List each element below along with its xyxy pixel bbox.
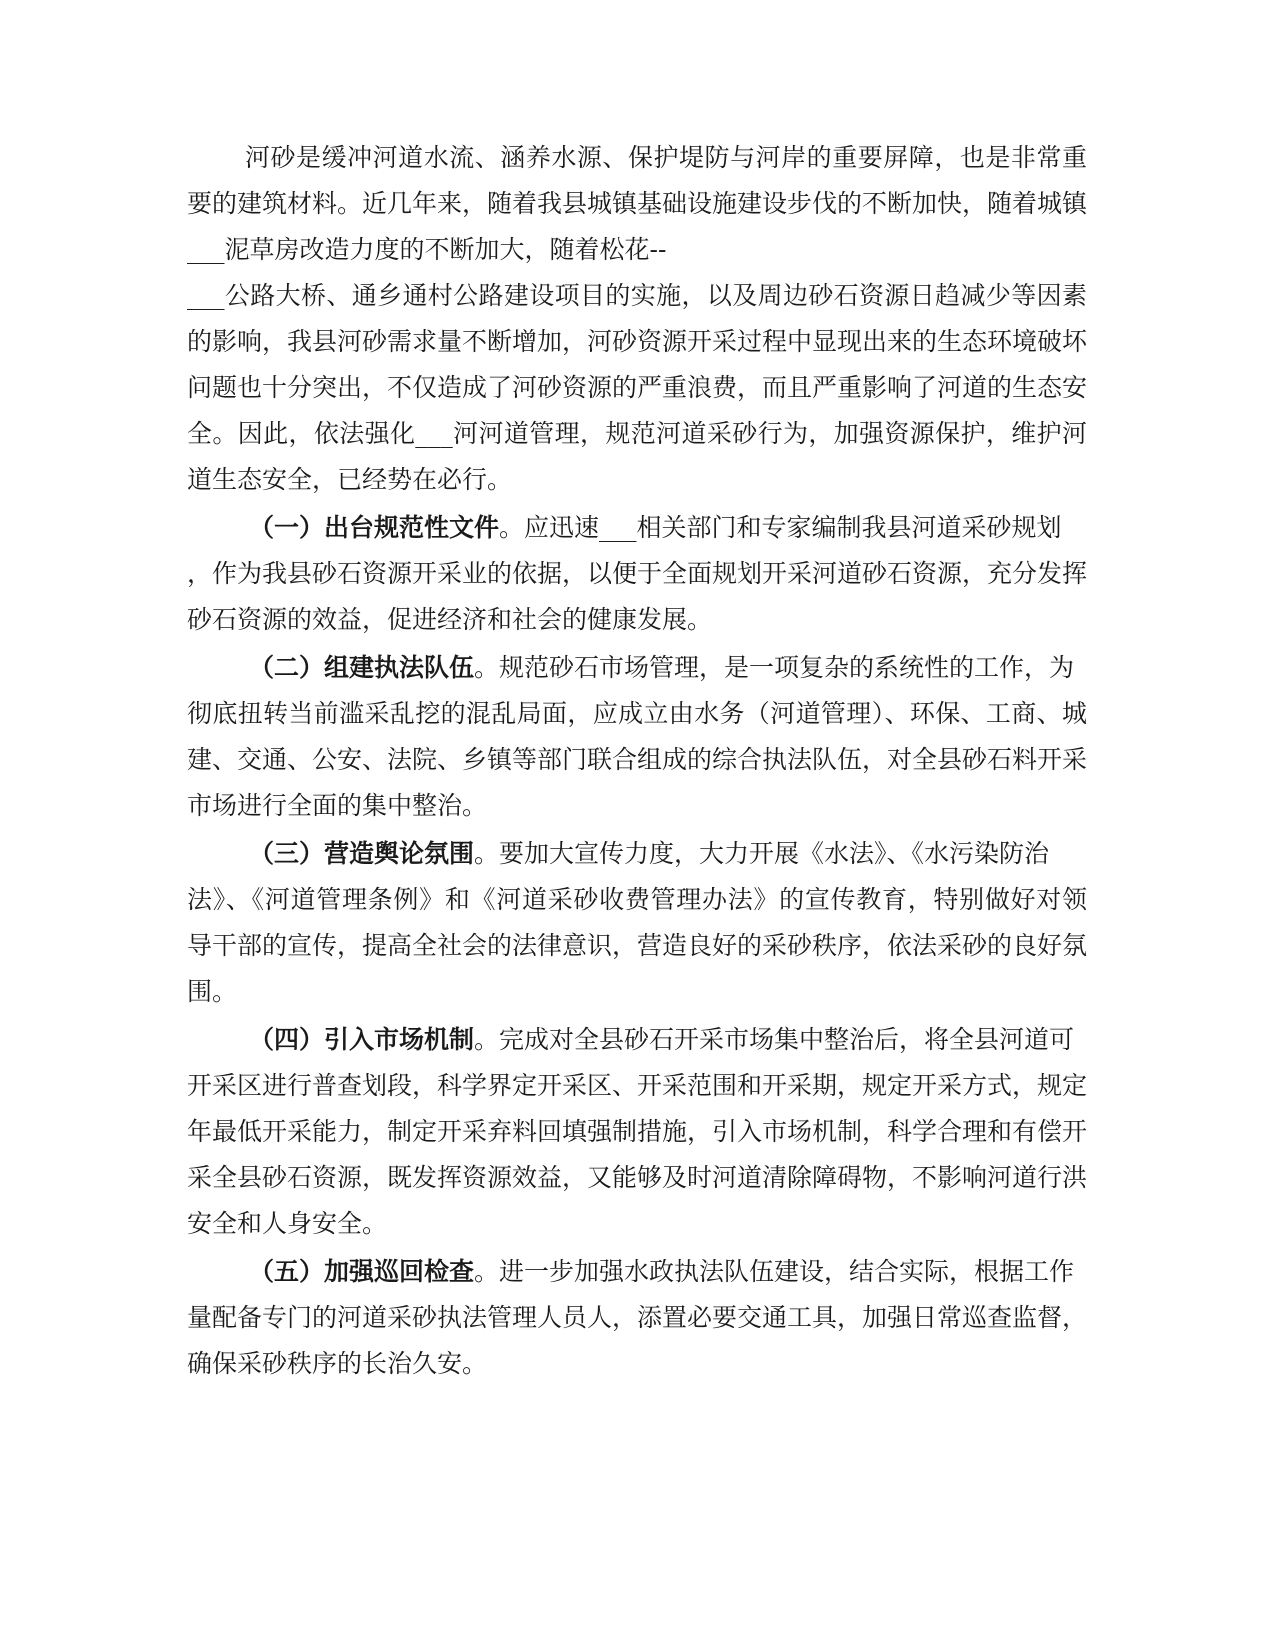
section-5-line-2: 量配备专门的河道采砂执法管理人员人，添置必要交通工具，加强日常巡查监督， xyxy=(187,1303,1088,1332)
section-4-first-line xyxy=(249,1022,1087,1058)
section-1-first-line xyxy=(249,510,1087,546)
section-3-line-4: 围。 xyxy=(187,977,238,1006)
section-1-line-3: 砂石资源的效益，促进经济和社会的健康发展。 xyxy=(187,605,713,634)
section-3-first-line xyxy=(249,836,1087,872)
section-4-line-3: 年最低开采能力，制定开采弃料回填强制措施，引入市场机制，科学合理和有偿开 xyxy=(187,1117,1088,1146)
section-4-line-5: 安全和人身安全。 xyxy=(187,1209,388,1238)
section-3-line-2: 法》、《河道管理条例》和《河道采砂收费管理办法》的宣传教育，特别做好对领 xyxy=(187,885,1087,914)
section-1-heading: （一）出台规范性文件 xyxy=(249,513,500,542)
section-2-heading: （二）组建执法队伍 xyxy=(249,653,475,682)
section-2-first-line xyxy=(249,650,1087,686)
section-5-line-3: 确保采砂秩序的长治久安。 xyxy=(187,1349,488,1378)
intro-line-1: 河砂是缓冲河道水流、涵养水源、保护堤防与河岸的重要屏障，也是非常重 xyxy=(245,143,1087,172)
intro-line-2: 要的建筑材料。近几年来，随着我县城镇基础设施建设步伐的不断加快，随着城镇 xyxy=(187,189,1088,218)
section-1-line-2: ，作为我县砂石资源开采业的依据，以便于全面规划开采河道砂石资源，充分发挥 xyxy=(187,559,1088,588)
section-2-line-3: 建、交通、公安、法院、乡镇等部门联合组成的综合执法队伍，对全县砂石料开采 xyxy=(187,745,1088,774)
intro-line-3: ___泥草房改造力度的不断加大，随着松花-- xyxy=(187,235,667,264)
intro-line-8: 道生态安全，已经势在必行。 xyxy=(187,465,513,494)
section-3-line-3: 导干部的宣传，提高全社会的法律意识，营造良好的采砂秩序，依法采砂的良好氛 xyxy=(187,931,1088,960)
section-5-heading: （五）加强巡回检查 xyxy=(249,1257,475,1286)
section-2-text: 。规范砂石市场管理，是一项复杂的系统性的工作，为 xyxy=(474,653,1075,682)
intro-line-7: 全。因此，依法强化___河河道管理，规范河道采砂行为，加强资源保护，维护河 xyxy=(187,419,1087,448)
section-1-text: 。应迅速___相关部门和专家编制我县河道采砂规划 xyxy=(499,513,1062,542)
intro-line-4: ___公路大桥、通乡通村公路建设项目的实施，以及周边砂石资源日趋减少等因素 xyxy=(187,281,1087,310)
section-3-text: 。要加大宣传力度，大力开展《水法》、《水污染防治 xyxy=(474,839,1050,868)
intro-line-5: 的影响，我县河砂需求量不断增加，河砂资源开采过程中显现出来的生态环境破坏 xyxy=(187,327,1088,356)
section-3-heading: （三）营造舆论氛围 xyxy=(249,839,475,868)
section-5-first-line xyxy=(249,1254,1087,1290)
section-2-line-2: 彻底扭转当前滥采乱挖的混乱局面，应成立由水务（河道管理）、环保、工商、城 xyxy=(187,699,1087,728)
section-2-line-4: 市场进行全面的集中整治。 xyxy=(187,791,488,820)
section-4-line-4: 采全县砂石资源，既发挥资源效益，又能够及时河道清除障碍物，不影响河道行洪 xyxy=(187,1163,1088,1192)
intro-line-6: 问题也十分突出，不仅造成了河砂资源的严重浪费，而且严重影响了河道的生态安 xyxy=(187,373,1088,402)
section-5-text: 。进一步加强水政执法队伍建设，结合实际，根据工作 xyxy=(474,1257,1075,1286)
section-4-heading: （四）引入市场机制 xyxy=(249,1025,475,1054)
section-4-line-2: 开采区进行普查划段，科学界定开采区、开采范围和开采期，规定开采方式，规定 xyxy=(187,1071,1088,1100)
section-4-text: 。完成对全县砂石开采市场集中整治后，将全县河道可 xyxy=(474,1025,1075,1054)
